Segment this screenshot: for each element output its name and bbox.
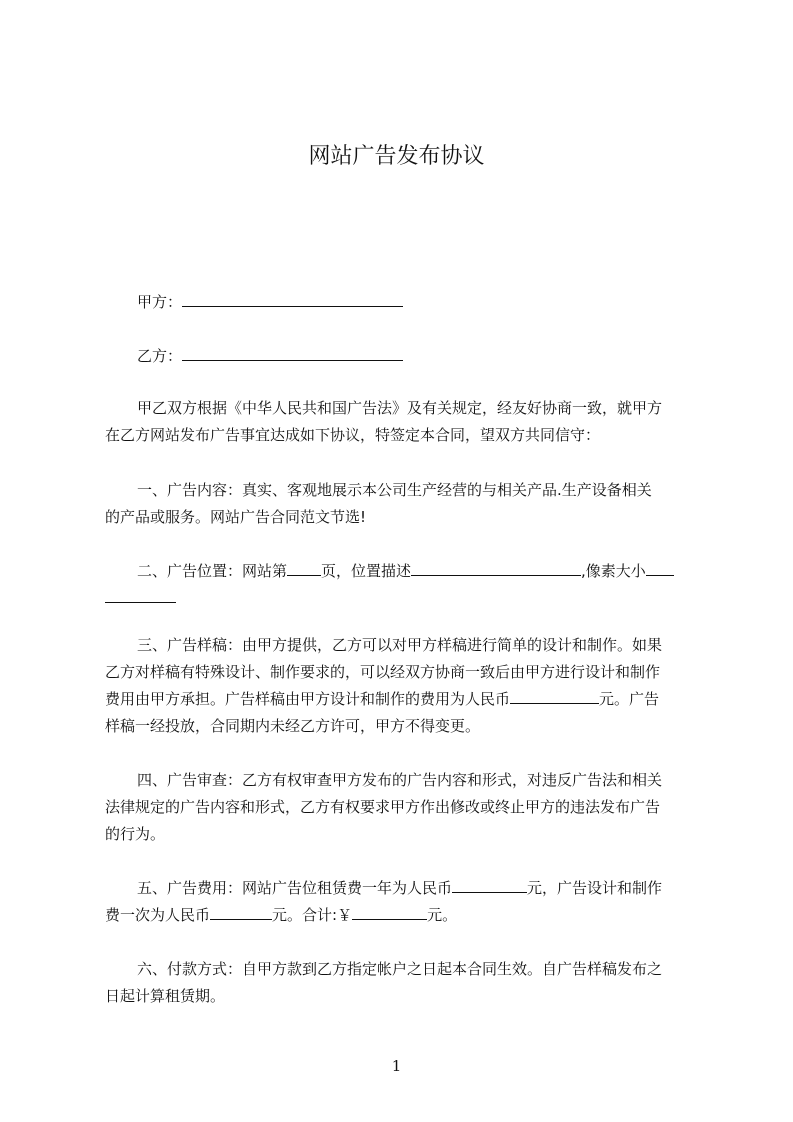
clause-5-line-2	[105, 902, 699, 929]
position-description-blank[interactable]	[411, 561, 581, 576]
clause-3-paragraph	[105, 632, 699, 740]
clause-3-line-2: 乙方对样稿有特殊设计、制作要求的，可以经双方协商一致后由甲方进行设计和制作	[105, 663, 661, 681]
clause-3-line-3	[105, 686, 699, 713]
clause-4-line-3: 的行为。	[105, 825, 166, 843]
clause-5-paragraph	[105, 875, 699, 929]
clause-5-text-2a: 费一次为人民币	[105, 906, 211, 924]
clause-1-line-2: 的产品或服务。网站广告合同范文节选!	[105, 508, 367, 526]
clause-2-text-3: ,像素大小	[581, 562, 646, 580]
clause-6-line-2: 日起计算租赁期。	[105, 987, 226, 1005]
page-number: 1	[391, 1057, 402, 1075]
annual-rent-blank[interactable]	[452, 878, 527, 893]
clause-3-line-4: 样稿一经投放，合同期内未经乙方许可，甲方不得变更。	[105, 717, 481, 735]
clause-2-line-1	[105, 558, 699, 585]
clause-2-text-2: 页，位置描述	[321, 562, 412, 580]
clause-5-text-2b: 元。合计:￥	[272, 906, 353, 924]
document-title: 网站广告发布协议	[308, 144, 485, 169]
clause-4-line-1: 四、广告审查：乙方有权审查甲方发布的广告内容和形式，对违反广告法和相关	[137, 771, 663, 789]
clause-6-line-1: 六、付款方式：自甲方款到乙方指定帐户之日起本合同生效。自广告样稿发布之	[137, 960, 663, 978]
page-number-blank[interactable]	[287, 561, 321, 576]
design-fee-blank[interactable]	[510, 689, 599, 704]
intro-line-1: 甲乙双方根据《中华人民共和国广告法》及有关规定，经友好协商一致，就甲方	[137, 399, 663, 417]
clause-1-line-1: 一、广告内容：真实、客观地展示本公司生产经营的与相关产品.生产设备相关	[137, 481, 652, 499]
clause-3-text-3b: 元。广告	[599, 690, 660, 708]
clause-5-line-1	[105, 875, 699, 902]
clause-4-paragraph	[105, 767, 699, 848]
clause-5-text-1b: 元，广告设计和制作	[527, 879, 663, 897]
clause-2-line-2	[105, 585, 699, 612]
clause-5-text-1a: 五、广告费用：网站广告位租赁费一年为人民币	[137, 879, 453, 897]
party-a-label: 甲方：	[137, 293, 183, 311]
clause-3-text-3a: 费用由甲方承担。广告样稿由甲方设计和制作的费用为人民币	[105, 690, 511, 708]
pixel-size-blank[interactable]	[646, 561, 674, 576]
party-a-blank[interactable]	[182, 291, 403, 307]
intro-line-2: 在乙方网站发布广告事宜达成如下协议，特签定本合同，望双方共同信守：	[105, 426, 601, 444]
pixel-size-blank-cont[interactable]	[105, 588, 176, 603]
clause-2-text-1: 二、广告位置：网站第	[137, 562, 288, 580]
production-fee-blank[interactable]	[210, 905, 272, 920]
intro-paragraph	[105, 395, 699, 449]
party-b-field	[137, 345, 403, 366]
clause-2-paragraph	[105, 558, 699, 612]
party-b-label: 乙方：	[137, 347, 183, 365]
party-a-field	[137, 291, 403, 312]
clause-5-text-2c: 元。	[427, 906, 458, 924]
clause-3-line-1: 三、广告样稿：由甲方提供，乙方可以对甲方样稿进行简单的设计和制作。如果	[137, 636, 663, 654]
clause-4-line-2: 法律规定的广告内容和形式，乙方有权要求甲方作出修改或终止甲方的违法发布广告	[105, 798, 661, 816]
clause-6-paragraph	[105, 956, 699, 1010]
party-b-blank[interactable]	[182, 345, 403, 361]
clause-1-paragraph	[105, 477, 699, 531]
total-amount-blank[interactable]	[352, 905, 427, 920]
